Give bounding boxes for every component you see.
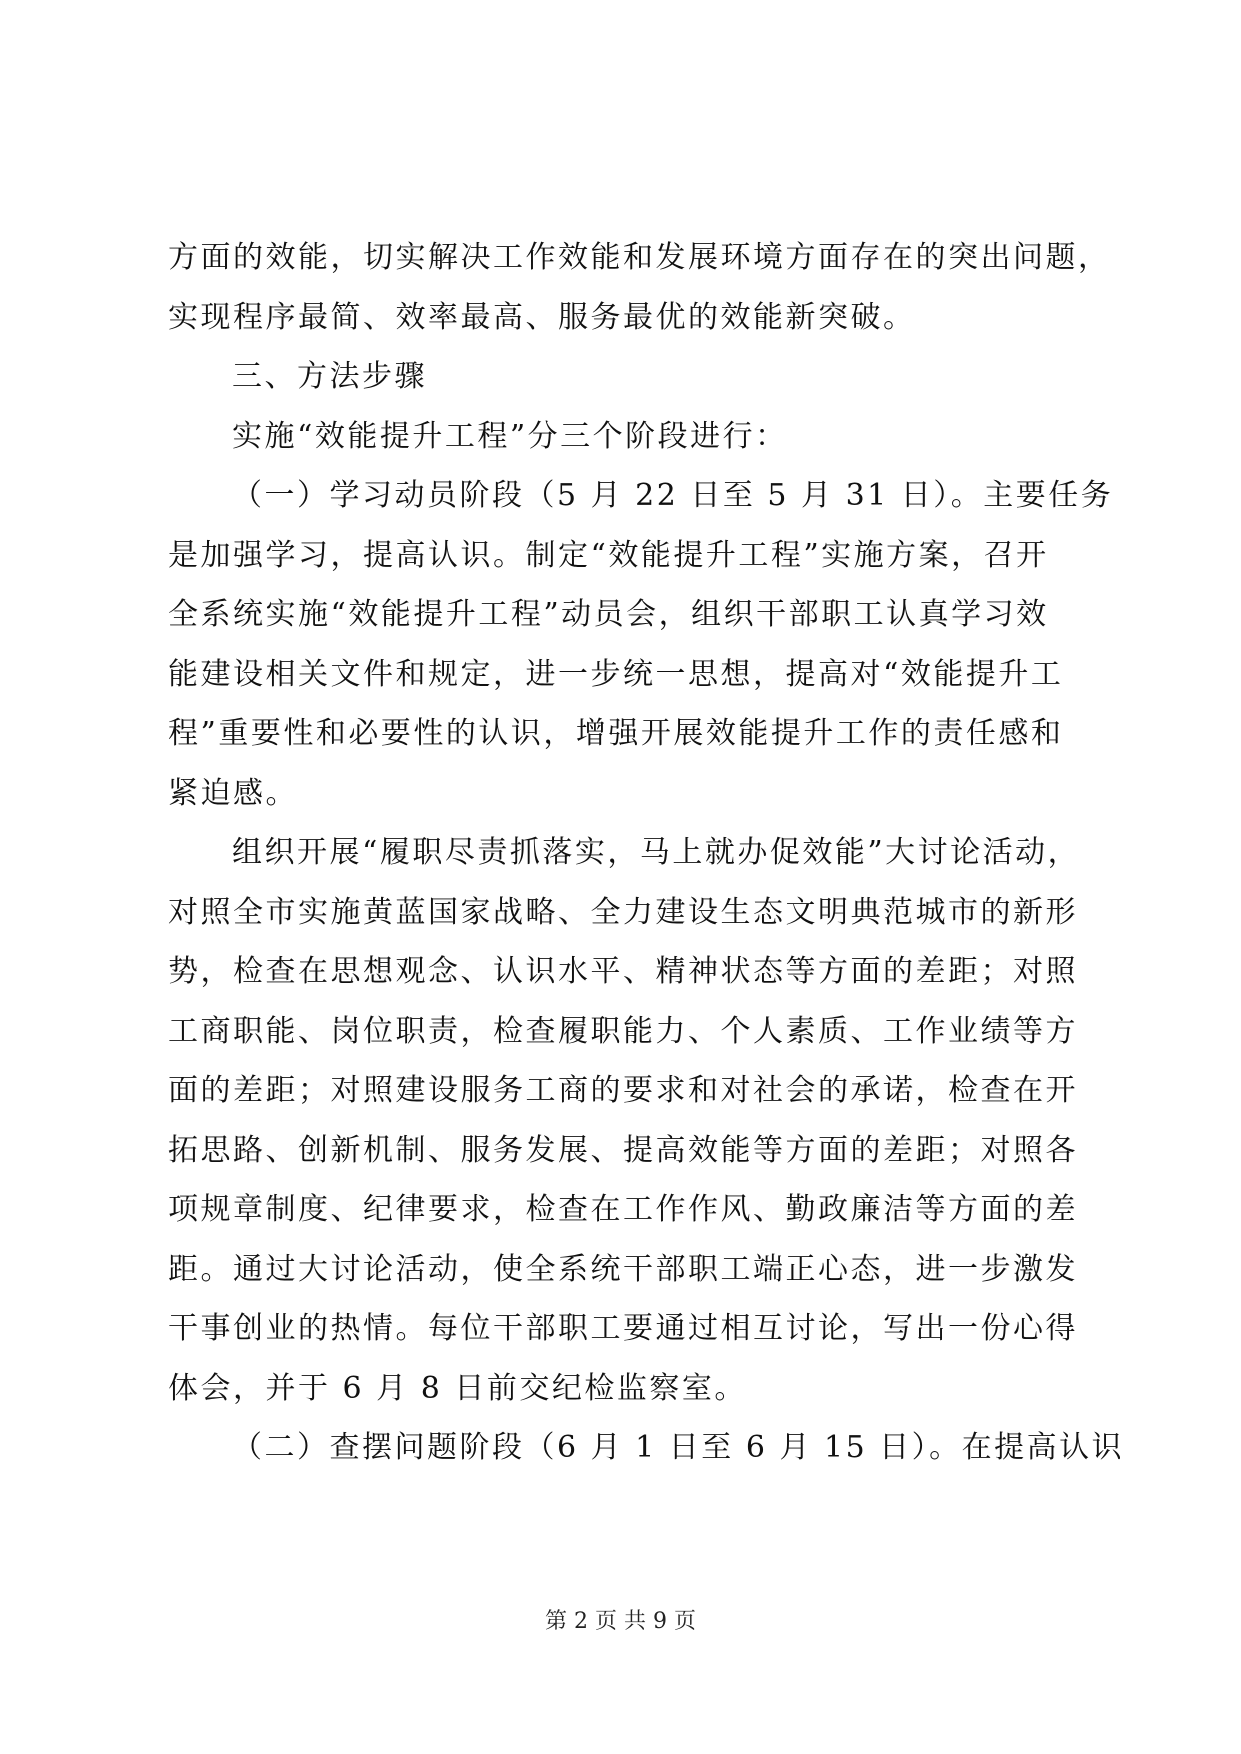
text-line: 势，检查在思想观念、认识水平、精神状态等方面的差距；对照: [168, 954, 1078, 989]
text-line: 距。通过大讨论活动，使全系统干部职工端正心态，进一步激发: [168, 1251, 1078, 1287]
text-line: （一）学习动员阶段（5 月 22 日至 5 月 31 日）。主要任务: [232, 478, 1114, 513]
text-line: （二）查摆问题阶段（6 月 1 日至 6 月 15 日）。在提高认识: [232, 1430, 1125, 1465]
document-body: [168, 228, 1128, 1478]
text-line: 能建设相关文件和规定，进一步统一思想，提高对“效能提升工: [168, 656, 1064, 692]
text-line: 实现程序最简、效率最高、服务最优的效能新突破。: [168, 299, 916, 335]
text-line: 干事创业的热情。每位干部职工要通过相互讨论，写出一份心得: [168, 1311, 1078, 1346]
text-line: 拓思路、创新机制、服务发展、提高效能等方面的差距；对照各: [168, 1132, 1078, 1168]
text-line: 项规章制度、纪律要求，检查在工作作风、勤政廉洁等方面的差: [168, 1192, 1078, 1227]
text-line: 方面的效能，切实解决工作效能和发展环境方面存在的突出问题，: [168, 240, 1111, 275]
text-line: 工商职能、岗位职责，检查履职能力、个人素质、工作业绩等方: [168, 1013, 1078, 1049]
text-line: 紧迫感。: [168, 775, 298, 811]
text-line: 程”重要性和必要性的认识，增强开展效能提升工作的责任感和: [168, 716, 1064, 751]
text-line: 全系统实施“效能提升工程”动员会，组织干部职工认真学习效: [168, 597, 1049, 632]
text-line: 三、方法步骤: [232, 359, 427, 394]
text-line: 面的差距；对照建设服务工商的要求和对社会的承诺，检查在开: [168, 1073, 1078, 1108]
page-footer: 第 2 页 共 9 页: [545, 1609, 696, 1634]
text-line: 对照全市实施黄蓝国家战略、全力建设生态文明典范城市的新形: [168, 894, 1078, 930]
text-line: 实施“效能提升工程”分三个阶段进行：: [232, 418, 788, 454]
text-line: 组织开展“履职尽责抓落实，马上就办促效能”大讨论活动，: [232, 835, 1081, 870]
text-line: 体会，并于 6 月 8 日前交纪检监察室。: [168, 1370, 747, 1406]
text-line: 是加强学习，提高认识。制定“效能提升工程”实施方案，召开: [168, 537, 1049, 573]
